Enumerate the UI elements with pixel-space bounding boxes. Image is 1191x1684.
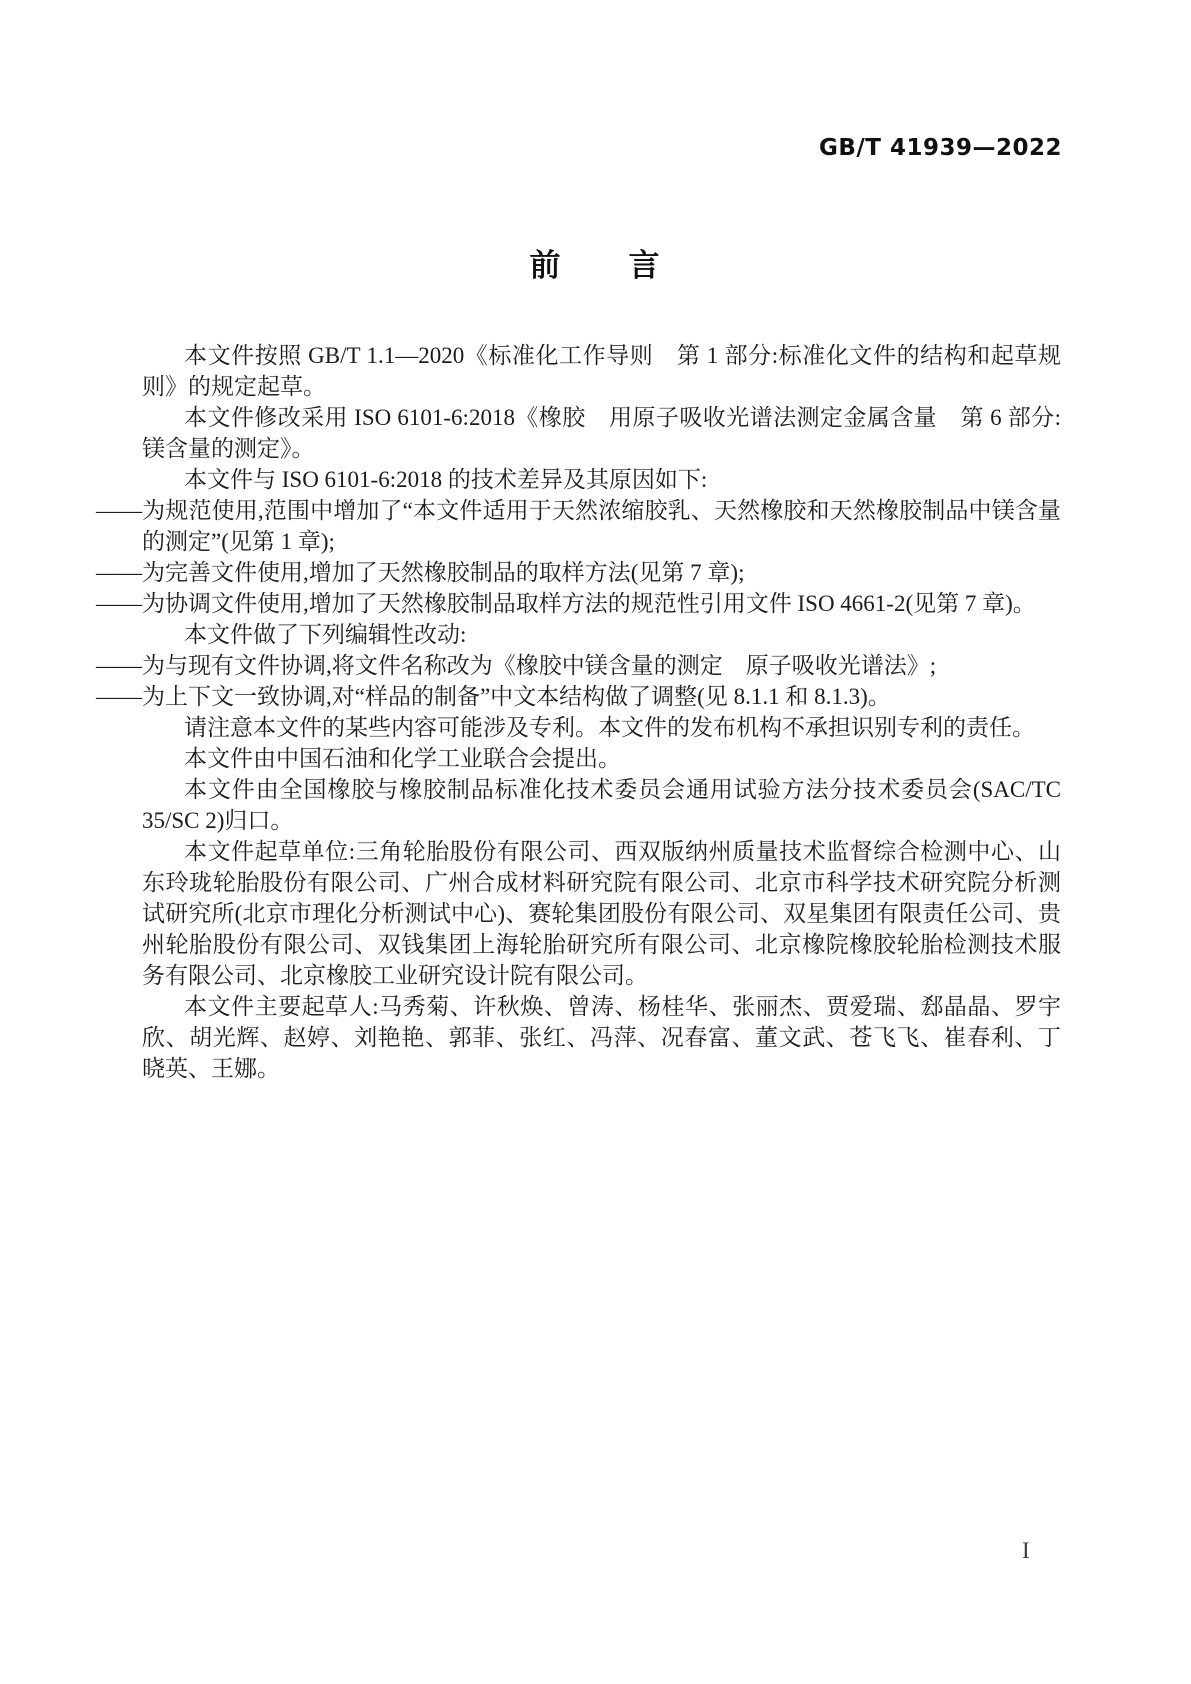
page-title: 前 言 (529, 248, 662, 284)
paragraph-committee: 本文件由全国橡胶与橡胶制品标准化技术委员会通用试验方法分技术委员会(SAC/TC 35/SC 2)归口。 (142, 777, 1061, 833)
paragraph-differences-lead: 本文件与 ISO 6101-6:2018 的技术差异及其原因如下: (184, 467, 708, 492)
paragraph-drafters: 本文件主要起草人:马秀菊、许秋焕、曾涛、杨桂华、张丽杰、贾爱瑞、郄晶晶、罗宇欣、胡光辉、赵婷、刘艳艳、郭菲、张红、冯萍、况春富、董文武、苍飞飞、崔春利、丁晓英、王娜。 (142, 994, 1061, 1081)
list-item-editorial-1: ——为与现有文件协调,将文件名称改为《橡胶中镁含量的测定 原子吸收光谱法》; (96, 653, 937, 678)
standard-number: GB/T 41939—2022 (818, 135, 1062, 161)
list-item-difference-3: ——为协调文件使用,增加了天然橡胶制品取样方法的规范性引用文件 ISO 4661-2(见第 7 章)。 (96, 591, 1036, 616)
list-item-difference-1: ——为规范使用,范围中增加了“本文件适用于天然浓缩胶乳、天然橡胶和天然橡胶制品中镁含量的测定”(见第 1 章); (96, 498, 1061, 554)
page-number: I (1022, 1538, 1030, 1563)
paragraph-drafting-units: 本文件起草单位:三角轮胎股份有限公司、西双版纳州质量技术监督综合检测中心、山东玲珑轮胎股份有限公司、广州合成材料研究院有限公司、北京市科学技术研究院分析测试研究所(北京市理化分析测试中心)、赛轮集团股份有限公司、双星集团有限责任公司、贵州轮胎股份有限公司、双钱集团上海轮胎研究所有限公司、北京橡院橡胶轮胎检测技术服务有限公司、北京橡胶工业研究设计院有限公司。 (142, 839, 1061, 988)
paragraph-patent-notice: 请注意本文件的某些内容可能涉及专利。本文件的发布机构不承担识别专利的责任。 (184, 715, 1035, 740)
paragraph-adoption: 本文件修改采用 ISO 6101-6:2018《橡胶 用原子吸收光谱法测定金属含量 第 6 部分:镁含量的测定》。 (142, 405, 1061, 461)
page-header (142, 135, 1062, 161)
foreword-body (96, 340, 1061, 1084)
list-item-difference-2: ——为完善文件使用,增加了天然橡胶制品的取样方法(见第 7 章); (96, 560, 745, 585)
paragraph-proposed-by: 本文件由中国石油和化学工业联合会提出。 (184, 746, 621, 771)
list-item-editorial-2: ——为上下文一致协调,对“样品的制备”中文本结构做了调整(见 8.1.1 和 8.1.3)。 (96, 684, 891, 709)
paragraph-basis: 本文件按照 GB/T 1.1—2020《标准化工作导则 第 1 部分:标准化文件的结构和起草规则》的规定起草。 (142, 343, 1061, 399)
paragraph-editorial-lead: 本文件做了下列编辑性改动: (184, 622, 467, 647)
